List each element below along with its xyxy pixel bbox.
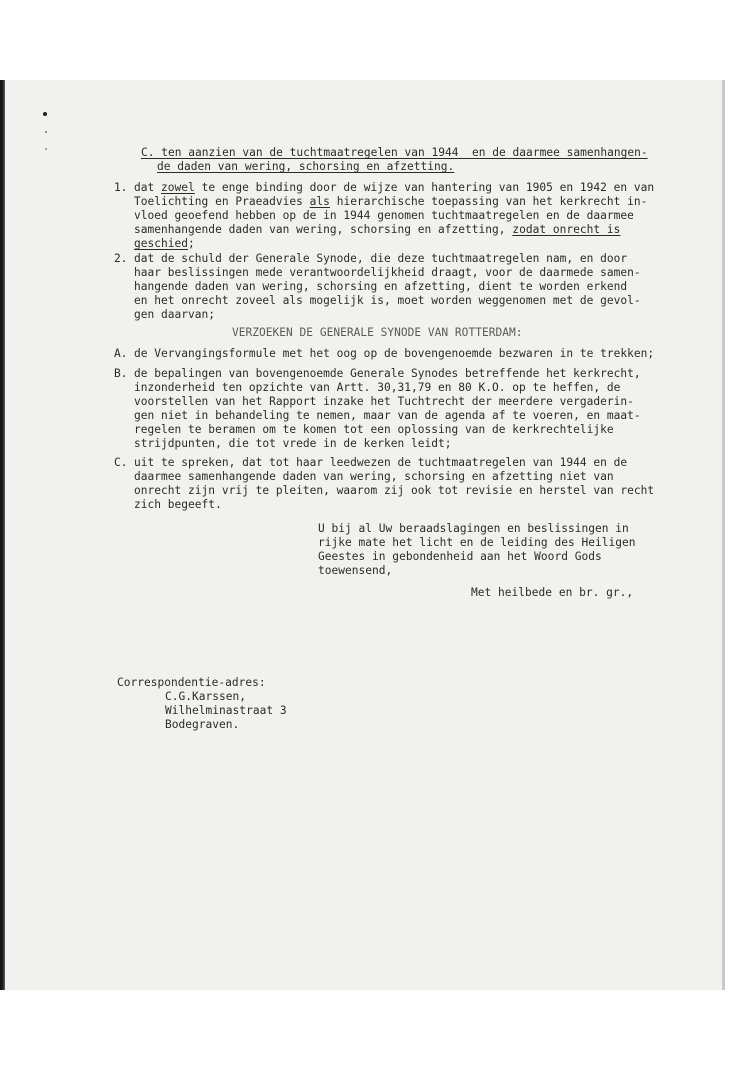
- consideration-1-line-5: geschied;: [134, 237, 195, 250]
- closing-line-4: toewensend,: [318, 564, 393, 577]
- item-letter: A.: [114, 347, 128, 360]
- request-c-line-3: onrecht zijn vrij te pleiten, waarom zij ook tot revisie en herstel van recht: [134, 484, 655, 497]
- section-heading-line-2: de daden van wering, schorsing en afzetting.: [157, 160, 455, 173]
- consideration-2-line-5: gen daarvan;: [134, 308, 216, 321]
- item-number: 1.: [114, 181, 128, 194]
- request-b-line-4: gen niet in behandeling te nemen, maar van de agenda af te voeren, en maat-: [134, 409, 641, 422]
- consideration-1-line-2: Toelichting en Praeadvies als hierarchische toepassing van het kerkrecht in-: [134, 195, 648, 208]
- ink-speck: [45, 131, 47, 133]
- request-b-line-3: voorstellen van het Rapport inzake het Tuchtrecht der meerdere vergaderin-: [134, 395, 634, 408]
- consideration-1-line-4: samenhangende daden van wering, schorsing en afzetting, zodat onrecht is: [134, 223, 621, 236]
- consideration-1-line-3: vloed geoefend hebben op de in 1944 genomen tuchtmaatregelen en de daarmee: [134, 209, 634, 222]
- request-b-line-5: regelen te beramen om te komen tot een oplossing van de kerkrechtelijke: [134, 423, 614, 436]
- item-letter: B.: [114, 367, 128, 380]
- closing-line-2: rijke mate het licht en de leiding des Heiligen: [318, 536, 636, 549]
- request-b-line-1: de bepalingen van bovengenoemde Generale Synodes betreffende het kerkrecht,: [134, 367, 641, 380]
- page-left-edge: [0, 80, 5, 990]
- request-c-line-1: uit te spreken, dat tot haar leedwezen de tuchtmaatregelen van 1944 en de: [134, 456, 628, 469]
- closing-line-1: U bij al Uw beraadslagingen en beslissingen in: [318, 522, 629, 535]
- correspondence-name: C.G.Karssen,: [165, 690, 247, 703]
- request-c-line-2: daarmee samenhangende daden van wering, schorsing en afzetting niet van: [134, 470, 614, 483]
- ink-speck: [45, 148, 47, 150]
- item-number: 2.: [114, 252, 128, 265]
- closing-line-3: Geestes in gebondenheid aan het Woord Gods: [318, 550, 602, 563]
- ink-speck: [43, 112, 47, 116]
- requests-heading: VERZOEKEN DE GENERALE SYNODE VAN ROTTERDAM:: [232, 326, 523, 339]
- page-right-edge: [722, 80, 725, 990]
- consideration-2-line-3: hangende daden van wering, schorsing en afzetting, dient te worden erkend: [134, 280, 628, 293]
- section-heading-line-1: C. ten aanzien van de tuchtmaatregelen van 1944 en de daarmee samenhangen-: [141, 146, 648, 159]
- item-letter: C.: [114, 456, 128, 469]
- correspondence-street: Wilhelminastraat 3: [165, 704, 287, 717]
- correspondence-label: Correspondentie-adres:: [117, 676, 266, 689]
- request-c-line-4: zich begeeft.: [134, 498, 222, 511]
- correspondence-city: Bodegraven.: [165, 718, 240, 731]
- request-b-line-6: strijdpunten, die tot vrede in de kerken leidt;: [134, 437, 452, 450]
- consideration-2-line-2: haar beslissingen mede verantwoordelijkheid draagt, voor de daarmede samen-: [134, 266, 641, 279]
- consideration-2-line-4: en het onrecht zoveel als mogelijk is, moet worden weggenomen met de gevol-: [134, 294, 641, 307]
- consideration-1-line-1: dat zowel te enge binding door de wijze van hantering van 1905 en 1942 en van: [134, 181, 655, 194]
- request-a-line-1: de Vervangingsformule met het oog op de bovengenoemde bezwaren in te trekken;: [134, 347, 655, 360]
- consideration-2-line-1: dat de schuld der Generale Synode, die deze tuchtmaatregelen nam, en door: [134, 252, 628, 265]
- request-b-line-2: inzonderheid ten opzichte van Artt. 30,31,79 en 80 K.O. op te heffen, de: [134, 381, 621, 394]
- greeting: Met heilbede en br. gr.,: [471, 586, 634, 599]
